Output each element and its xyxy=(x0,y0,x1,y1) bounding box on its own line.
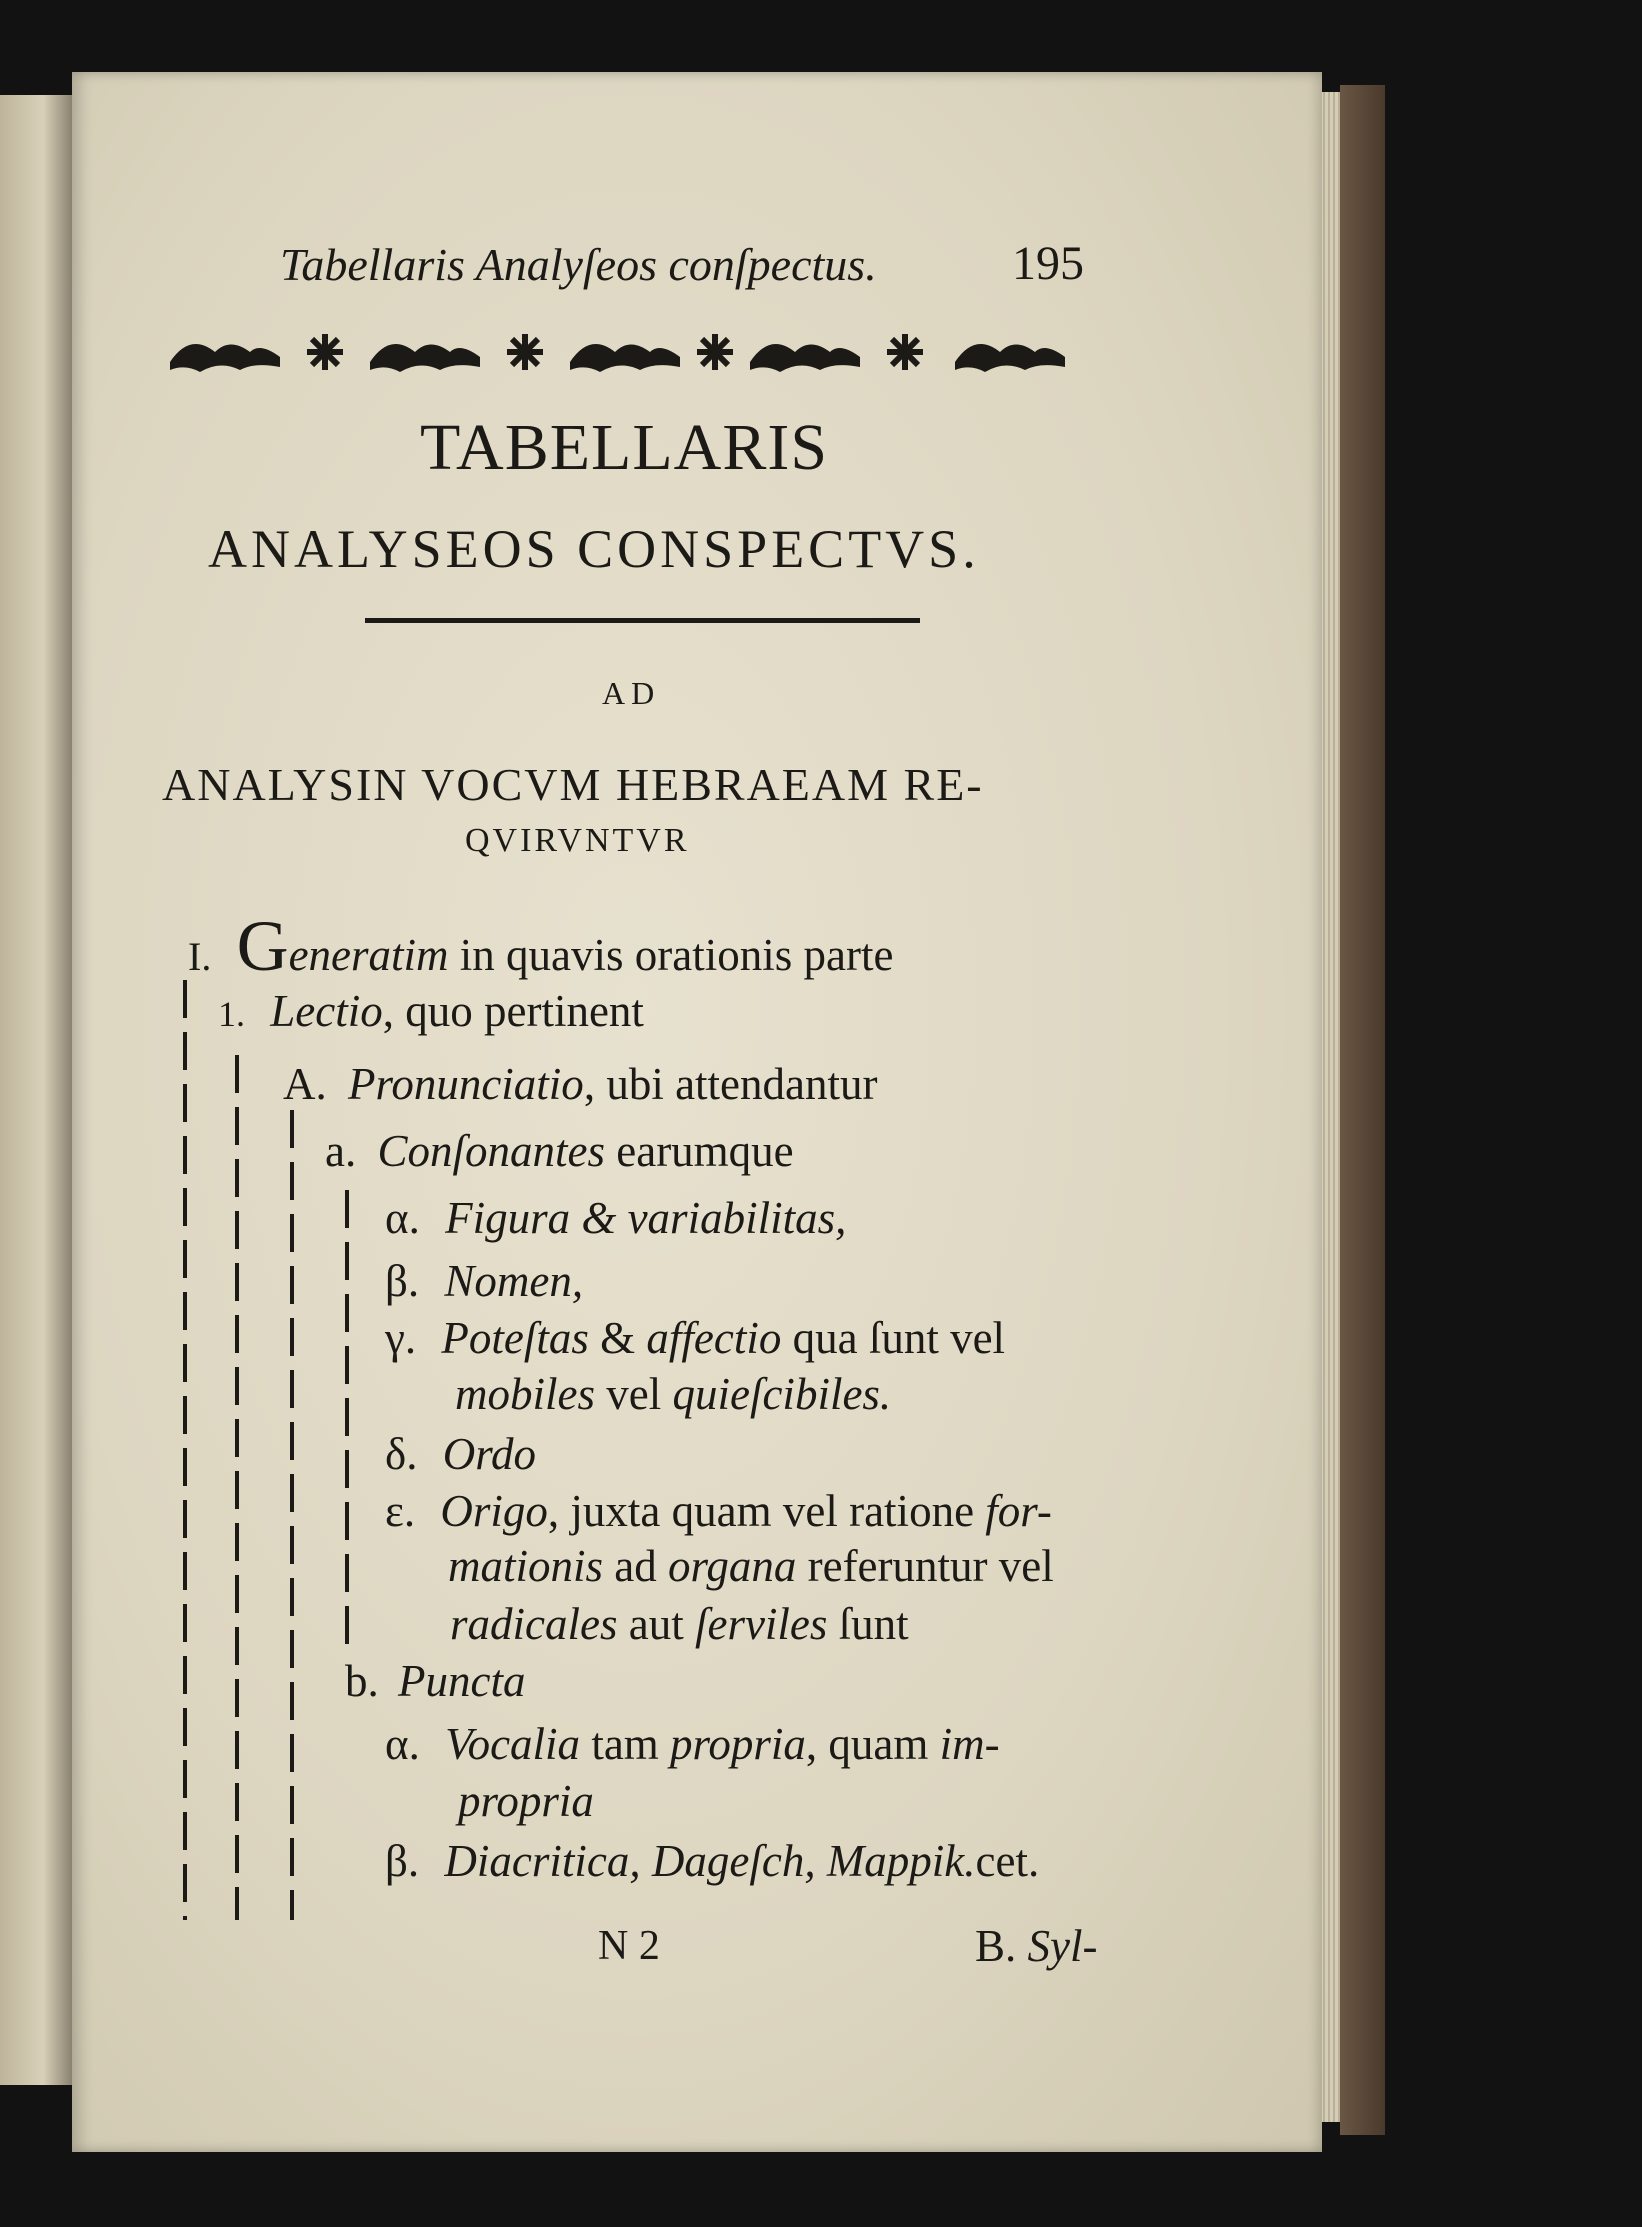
outline-item-epsilon-line-2 xyxy=(448,1540,1054,1592)
item-italic-text: Vocalia xyxy=(445,1719,581,1769)
subtitle-line-2: QVIRVNTVR xyxy=(465,822,690,859)
item-number: 1. xyxy=(218,994,245,1034)
item-number: α. xyxy=(385,1719,420,1769)
subtitle-line-1: ANALYSIN VOCVM HEBRAEAM RE- xyxy=(162,759,984,810)
item-italic-text: organa xyxy=(668,1541,797,1591)
ornament-band xyxy=(160,322,1100,382)
item-text: , ubi attendantur xyxy=(583,1059,878,1109)
item-number: I. xyxy=(188,934,212,979)
item-italic-text: radicales xyxy=(450,1599,618,1649)
fleuron-icon xyxy=(170,344,280,372)
outline-item-b xyxy=(345,1655,525,1707)
item-number: γ. xyxy=(385,1313,417,1363)
item-italic-text: eneratim xyxy=(288,930,449,980)
item-italic-text: Poteſtas xyxy=(441,1313,589,1363)
outline-item-epsilon xyxy=(385,1485,1052,1537)
book-cover-edge xyxy=(1340,85,1385,2135)
cross-star-icon xyxy=(697,334,733,370)
outline-item-gamma-line-2 xyxy=(455,1368,891,1420)
facing-page-edge xyxy=(0,95,72,2085)
item-italic-text: Figura & variabilitas, xyxy=(445,1193,847,1243)
bracket-line-level-A xyxy=(290,1110,294,1920)
outline-item-1 xyxy=(218,985,644,1037)
bracket-line-level-1 xyxy=(235,1055,239,1920)
item-italic-text: im- xyxy=(939,1719,1000,1769)
item-text: in quavis orationis parte xyxy=(448,930,894,980)
outline-item-I xyxy=(188,905,893,988)
outline-item-b-alpha xyxy=(385,1718,1000,1770)
item-number: β. xyxy=(385,1256,420,1306)
item-text: ſunt xyxy=(827,1599,909,1649)
item-italic-text: affectio xyxy=(646,1313,782,1363)
item-text: vel xyxy=(595,1369,673,1419)
outline-item-a xyxy=(325,1125,794,1177)
item-italic-text: for- xyxy=(985,1486,1052,1536)
item-italic-text: mationis xyxy=(448,1541,604,1591)
fleuron-icon xyxy=(750,344,860,372)
signature-mark: N 2 xyxy=(598,1923,660,1969)
item-number: A. xyxy=(283,1059,327,1109)
item-text: & xyxy=(588,1313,647,1363)
title-line-1: TABELLARIS xyxy=(420,411,829,484)
outline-item-A xyxy=(283,1058,877,1110)
drop-initial: G xyxy=(236,906,289,986)
outline-item-delta xyxy=(385,1428,536,1480)
item-number: a. xyxy=(325,1126,357,1176)
item-text: cet. xyxy=(975,1836,1040,1886)
outline-item-gamma xyxy=(385,1312,1005,1364)
item-text: ad xyxy=(603,1541,669,1591)
bracket-line-level-a xyxy=(345,1190,349,1650)
item-text: referuntur vel xyxy=(796,1541,1054,1591)
item-italic-text: Nomen, xyxy=(444,1256,584,1306)
item-italic-text: propria xyxy=(670,1719,806,1769)
item-italic-text: Pronunciatio xyxy=(348,1059,584,1109)
item-text: , juxta quam vel ratione xyxy=(547,1486,986,1536)
page-number: 195 xyxy=(1012,237,1084,290)
outline-item-epsilon-line-3 xyxy=(450,1598,909,1650)
outline-item-b-alpha-line-2: propria xyxy=(458,1776,594,1826)
fleuron-icon xyxy=(955,344,1065,372)
item-italic-text: Diacritica, Dageſch, Mappik. xyxy=(444,1836,976,1886)
item-italic-text: quieſcibiles. xyxy=(672,1369,892,1419)
item-italic-text: Conſonantes xyxy=(377,1126,605,1176)
outline-item-alpha xyxy=(385,1192,846,1244)
catchword-italic: Syl- xyxy=(1027,1921,1098,1971)
subtitle-ad: AD xyxy=(602,675,661,711)
item-italic-text: mobiles xyxy=(455,1369,595,1419)
item-number: β. xyxy=(385,1836,420,1886)
item-text: tam xyxy=(580,1719,671,1769)
outline-item-b-beta xyxy=(385,1835,1039,1887)
item-number: α. xyxy=(385,1193,420,1243)
title-rule xyxy=(365,618,920,623)
cross-star-icon xyxy=(507,334,543,370)
fleuron-icon xyxy=(370,344,480,372)
cross-star-icon xyxy=(887,334,923,370)
title-line-2: ANALYSEOS CONSPECTVS. xyxy=(208,519,980,579)
item-number: δ. xyxy=(385,1429,418,1479)
item-text: earumque xyxy=(605,1126,794,1176)
item-number: b. xyxy=(345,1656,379,1706)
running-title: Tabellaris Analyſeos conſpectus. xyxy=(280,239,877,290)
item-text: , quo pertinent xyxy=(382,986,644,1036)
cross-star-icon xyxy=(307,334,343,370)
item-italic-text: Origo xyxy=(440,1486,548,1536)
fleuron-icon xyxy=(570,344,680,372)
catchword xyxy=(975,1920,1097,1972)
item-number: ε. xyxy=(385,1486,416,1536)
item-italic-text: Ordo xyxy=(442,1429,537,1479)
bracket-line-level-I xyxy=(183,980,187,1920)
item-italic-text: Puncta xyxy=(398,1656,526,1706)
catchword-prefix: B. xyxy=(975,1921,1017,1971)
item-text: , quam xyxy=(805,1719,940,1769)
item-text: qua ſunt vel xyxy=(781,1313,1006,1363)
item-text: aut xyxy=(617,1599,695,1649)
item-italic-text: Lectio xyxy=(270,986,383,1036)
outline-item-beta xyxy=(385,1255,583,1307)
item-italic-text: ſerviles xyxy=(694,1599,828,1649)
